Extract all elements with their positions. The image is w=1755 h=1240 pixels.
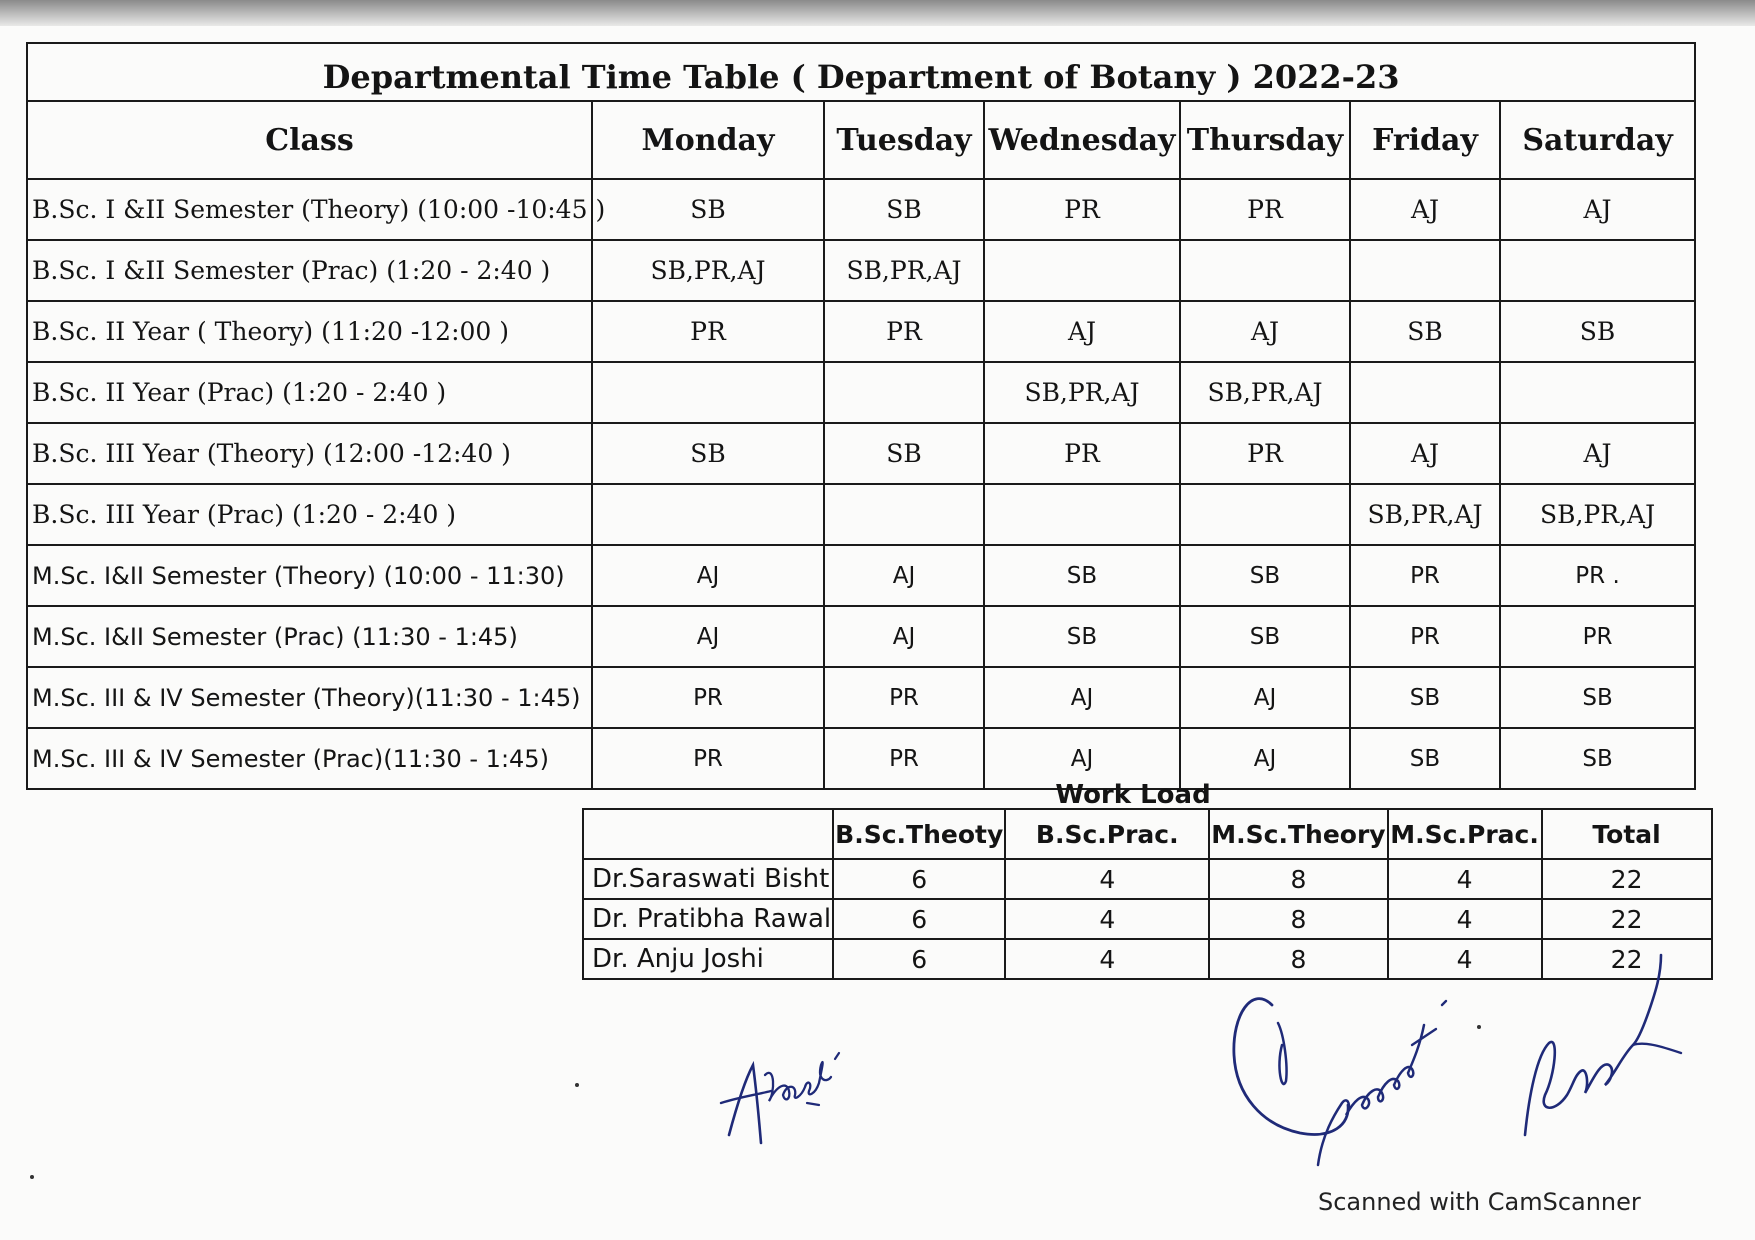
faculty-name: Dr.Saraswati Bisht xyxy=(583,859,833,899)
class-name: B.Sc. I &II Semester (Prac) (1:20 - 2:40 ) xyxy=(27,240,592,301)
workload-header-msc-prac: M.Sc.Prac. xyxy=(1388,809,1542,859)
workload-cell: 4 xyxy=(1388,939,1542,979)
table-row xyxy=(27,423,1695,484)
schedule-cell: SB,PR,AJ xyxy=(592,240,824,301)
schedule-cell: SB xyxy=(1500,301,1695,362)
workload-cell: 6 xyxy=(833,939,1005,979)
schedule-cell: PR xyxy=(592,728,824,789)
timetable xyxy=(26,42,1696,790)
timetable-header-row xyxy=(27,101,1695,179)
schedule-cell: PR xyxy=(1350,606,1500,667)
workload-header-empty xyxy=(583,809,833,859)
schedule-cell: SB xyxy=(1180,545,1350,606)
class-name: B.Sc. I &II Semester (Theory) (10:00 -10:45 ) xyxy=(27,179,592,240)
table-row xyxy=(27,179,1695,240)
schedule-cell xyxy=(1350,240,1500,301)
workload-total: 22 xyxy=(1542,859,1712,899)
table-row xyxy=(27,362,1695,423)
schedule-cell: AJ xyxy=(984,728,1180,789)
table-row xyxy=(27,606,1695,667)
schedule-cell: AJ xyxy=(1350,423,1500,484)
schedule-cell: SB,PR,AJ xyxy=(984,362,1180,423)
schedule-cell: AJ xyxy=(1180,667,1350,728)
workload-header-msc-theory: M.Sc.Theory xyxy=(1209,809,1387,859)
schedule-cell: SB xyxy=(1350,301,1500,362)
schedule-cell: SB xyxy=(1350,667,1500,728)
workload-header-bsc-prac: B.Sc.Prac. xyxy=(1005,809,1209,859)
schedule-cell: AJ xyxy=(592,545,824,606)
schedule-cell: PR xyxy=(824,728,984,789)
signature-middle xyxy=(1222,975,1462,1170)
class-name: B.Sc. II Year ( Theory) (11:20 -12:00 ) xyxy=(27,301,592,362)
schedule-cell: SB xyxy=(984,545,1180,606)
header-monday: Monday xyxy=(592,101,824,179)
schedule-cell: PR xyxy=(1180,179,1350,240)
schedule-cell: AJ xyxy=(984,667,1180,728)
schedule-cell: AJ xyxy=(984,301,1180,362)
workload-header-row xyxy=(583,809,1712,859)
schedule-cell: PR xyxy=(592,667,824,728)
schedule-cell: SB xyxy=(824,179,984,240)
workload-cell: 8 xyxy=(1209,859,1387,899)
schedule-cell: SB xyxy=(1180,606,1350,667)
workload-cell: 4 xyxy=(1388,859,1542,899)
schedule-cell xyxy=(984,240,1180,301)
workload-cell: 4 xyxy=(1388,899,1542,939)
schedule-cell: SB xyxy=(1500,667,1695,728)
header-friday: Friday xyxy=(1350,101,1500,179)
stray-mark xyxy=(1477,1025,1481,1029)
schedule-cell xyxy=(824,362,984,423)
schedule-cell: SB,PR,AJ xyxy=(1180,362,1350,423)
signature-left xyxy=(715,1025,855,1150)
stray-mark xyxy=(575,1083,579,1087)
schedule-cell: PR xyxy=(1350,545,1500,606)
workload-cell: 4 xyxy=(1005,859,1209,899)
table-row xyxy=(27,545,1695,606)
schedule-cell: PR xyxy=(824,667,984,728)
workload-cell: 6 xyxy=(833,899,1005,939)
schedule-cell: SB xyxy=(1350,728,1500,789)
timetable-container xyxy=(26,42,1694,790)
schedule-cell: PR xyxy=(984,179,1180,240)
schedule-cell: AJ xyxy=(824,545,984,606)
class-name: M.Sc. III & IV Semester (Prac)(11:30 - 1:45) xyxy=(27,728,592,789)
schedule-cell: PR xyxy=(592,301,824,362)
faculty-name: Dr. Pratibha Rawal xyxy=(583,899,833,939)
schedule-cell: SB xyxy=(592,179,824,240)
table-row xyxy=(27,484,1695,545)
timetable-title: Departmental Time Table ( Department of Botany ) 2022-23 xyxy=(27,43,1695,101)
class-name: B.Sc. III Year (Prac) (1:20 - 2:40 ) xyxy=(27,484,592,545)
workload-row xyxy=(583,899,1712,939)
schedule-cell: AJ xyxy=(1500,423,1695,484)
header-tuesday: Tuesday xyxy=(824,101,984,179)
stray-mark xyxy=(30,1175,34,1179)
table-row xyxy=(27,301,1695,362)
header-saturday: Saturday xyxy=(1500,101,1695,179)
class-name: M.Sc. III & IV Semester (Theory)(11:30 - 1:45) xyxy=(27,667,592,728)
schedule-cell: SB,PR,AJ xyxy=(1350,484,1500,545)
workload-cell: 6 xyxy=(833,859,1005,899)
class-name: B.Sc. III Year (Theory) (12:00 -12:40 ) xyxy=(27,423,592,484)
workload-heading: Work Load xyxy=(1055,780,1211,810)
schedule-cell: AJ xyxy=(1500,179,1695,240)
scan-edge-shadow xyxy=(0,0,1755,26)
schedule-cell xyxy=(1500,240,1695,301)
schedule-cell: SB,PR,AJ xyxy=(824,240,984,301)
table-row xyxy=(27,240,1695,301)
table-row xyxy=(27,728,1695,789)
table-row xyxy=(27,667,1695,728)
scanned-with-camscanner: Scanned with CamScanner xyxy=(1318,1188,1641,1216)
header-class: Class xyxy=(27,101,592,179)
header-thursday: Thursday xyxy=(1180,101,1350,179)
schedule-cell: SB xyxy=(592,423,824,484)
class-name: M.Sc. I&II Semester (Prac) (11:30 - 1:45) xyxy=(27,606,592,667)
schedule-cell: AJ xyxy=(1350,179,1500,240)
schedule-cell xyxy=(592,362,824,423)
schedule-cell: SB xyxy=(824,423,984,484)
schedule-cell: AJ xyxy=(592,606,824,667)
workload-total: 22 xyxy=(1542,899,1712,939)
schedule-cell: AJ xyxy=(1180,728,1350,789)
workload-cell: 8 xyxy=(1209,939,1387,979)
schedule-cell xyxy=(984,484,1180,545)
schedule-cell: PR . xyxy=(1500,545,1695,606)
class-name: M.Sc. I&II Semester (Theory) (10:00 - 11:30) xyxy=(27,545,592,606)
schedule-cell xyxy=(1500,362,1695,423)
schedule-cell: PR xyxy=(1500,606,1695,667)
schedule-cell: AJ xyxy=(1180,301,1350,362)
schedule-cell: PR xyxy=(1180,423,1350,484)
signature-right xyxy=(1515,935,1685,1145)
schedule-cell: SB xyxy=(984,606,1180,667)
schedule-cell xyxy=(824,484,984,545)
schedule-cell: SB,PR,AJ xyxy=(1500,484,1695,545)
workload-cell: 8 xyxy=(1209,899,1387,939)
workload-header-bsc-theory: B.Sc.Theoty xyxy=(833,809,1005,859)
schedule-cell: PR xyxy=(824,301,984,362)
workload-cell: 4 xyxy=(1005,939,1209,979)
schedule-cell xyxy=(1350,362,1500,423)
faculty-name: Dr. Anju Joshi xyxy=(583,939,833,979)
class-name: B.Sc. II Year (Prac) (1:20 - 2:40 ) xyxy=(27,362,592,423)
header-wednesday: Wednesday xyxy=(984,101,1180,179)
schedule-cell xyxy=(1180,484,1350,545)
schedule-cell xyxy=(592,484,824,545)
workload-total: 22 xyxy=(1542,939,1712,979)
schedule-cell: SB xyxy=(1500,728,1695,789)
schedule-cell: AJ xyxy=(824,606,984,667)
schedule-cell: PR xyxy=(984,423,1180,484)
schedule-cell xyxy=(1180,240,1350,301)
workload-cell: 4 xyxy=(1005,899,1209,939)
workload-header-total: Total xyxy=(1542,809,1712,859)
workload-row xyxy=(583,859,1712,899)
